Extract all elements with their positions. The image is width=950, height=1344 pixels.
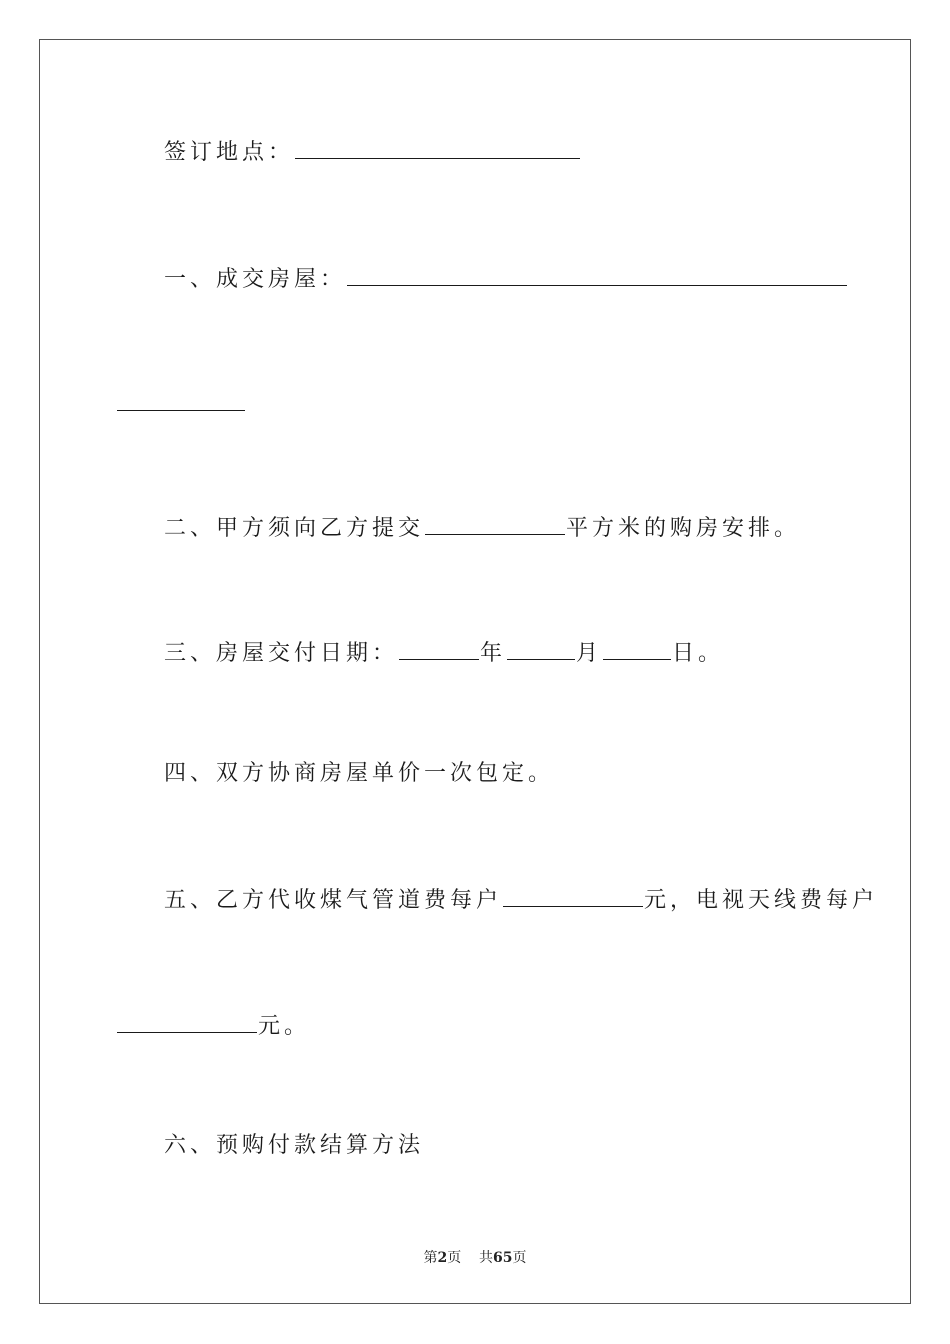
clause-2-line xyxy=(164,512,800,540)
clause-5-continuation xyxy=(116,1010,310,1038)
footer-page-number: 2 xyxy=(437,1250,448,1266)
clause-2-suffix: 平方米的购房安排。 xyxy=(566,516,801,541)
clause-4-text: 四、双方协商房屋单价一次包定。 xyxy=(164,761,555,786)
clause-1-continuation xyxy=(116,388,246,416)
clause-3-year-label: 年 xyxy=(480,641,507,666)
signing-location-label: 签订地点： xyxy=(164,140,295,165)
clause-3-day-blank xyxy=(603,637,671,660)
page-frame xyxy=(39,39,911,1304)
clause-3-prefix: 三、房屋交付日期： xyxy=(164,641,399,666)
clause-5-gas-fee-blank xyxy=(503,884,643,907)
footer-total-prefix: 共 xyxy=(479,1250,494,1266)
clause-3-year-blank xyxy=(399,637,479,660)
clause-2-prefix: 二、甲方须向乙方提交 xyxy=(164,516,425,541)
clause-5-prefix: 五、乙方代收煤气管道费每户 xyxy=(164,888,503,913)
clause-5-middle: 元，电视天线费每户 xyxy=(644,888,879,913)
footer-page-prefix: 第 xyxy=(423,1250,438,1266)
signing-location-blank xyxy=(295,136,580,159)
page-footer xyxy=(0,1247,950,1267)
clause-1-label: 一、成交房屋： xyxy=(164,267,347,292)
clause-3-month-label: 月 xyxy=(576,641,603,666)
clause-1-blank xyxy=(347,263,847,286)
footer-total-pages: 65 xyxy=(493,1250,513,1266)
clause-3-month-blank xyxy=(507,637,575,660)
footer-page-unit: 页 xyxy=(447,1250,462,1266)
clause-3-day-label: 日。 xyxy=(672,641,725,666)
clause-5-antenna-fee-blank xyxy=(117,1010,257,1033)
signing-location-line xyxy=(164,136,581,164)
clause-1-blank-continued xyxy=(117,388,245,411)
clause-3-line xyxy=(164,637,724,665)
clause-5-line xyxy=(164,884,878,912)
clause-4-line xyxy=(164,760,554,788)
clause-5-suffix: 元。 xyxy=(258,1014,311,1039)
footer-total-unit: 页 xyxy=(512,1250,527,1266)
clause-2-area-blank xyxy=(425,512,565,535)
clause-6-text: 六、预购付款结算方法 xyxy=(164,1133,425,1158)
clause-1-line xyxy=(164,263,848,291)
clause-6-line xyxy=(164,1132,424,1160)
